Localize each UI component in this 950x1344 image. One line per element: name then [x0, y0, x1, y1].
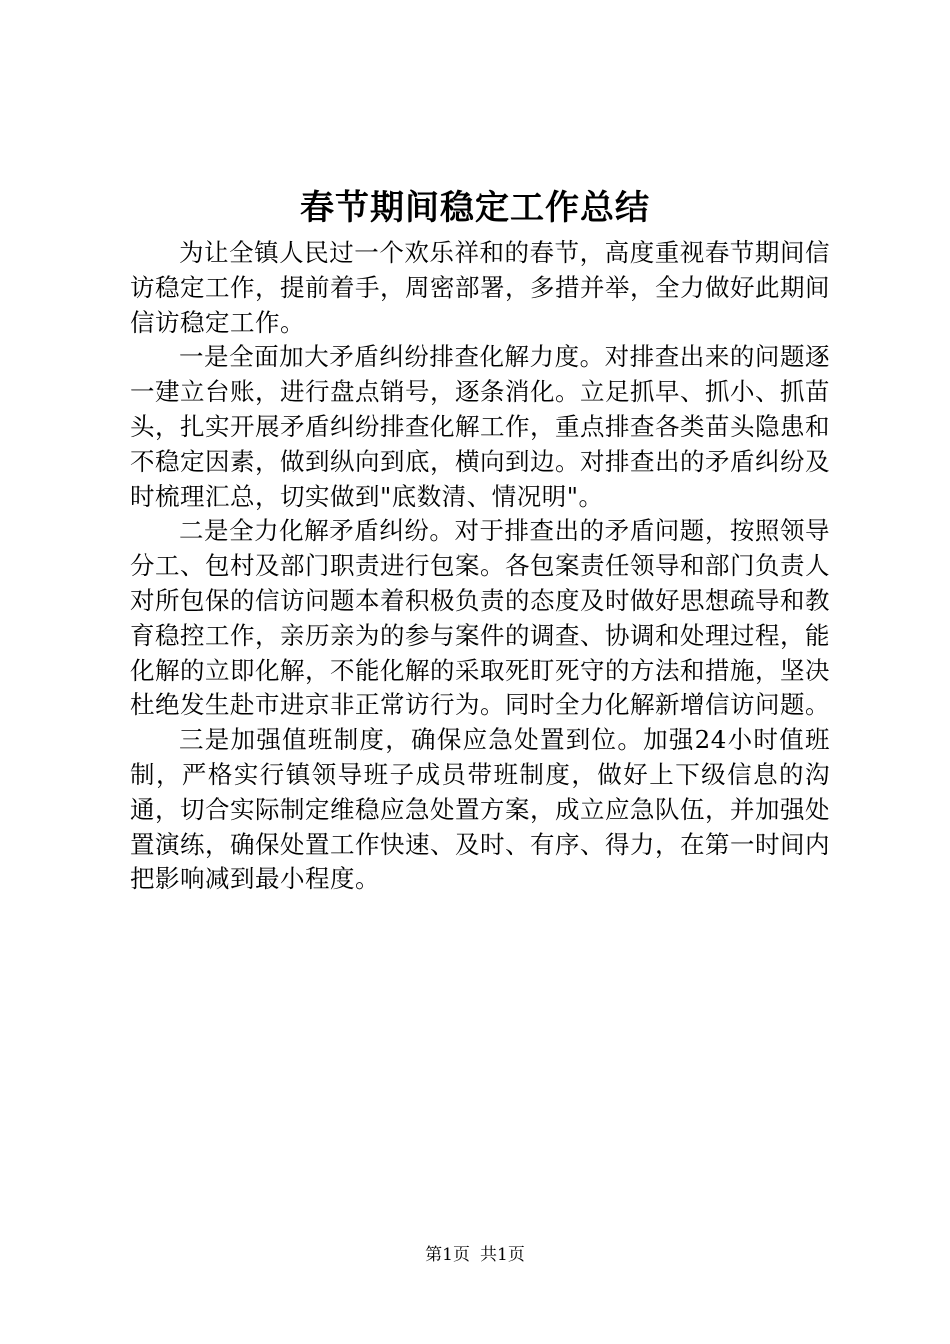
- document-body: [130, 236, 830, 897]
- paragraph-point-three: 三是加强值班制度，确保应急处置到位。加强24小时值班制，严格实行镇领导班子成员带班制度，做好上下级信息的沟通，切合实际制定维稳应急处置方案，成立应急队伍，并加强处置演练，确保处置工作快速、及时、有序、得力，在第一时间内把影响减到最小程度。: [130, 725, 830, 894]
- page-footer: [0, 1243, 950, 1267]
- paragraph-intro: 为让全镇人民过一个欢乐祥和的春节，高度重视春节期间信访稳定工作，提前着手，周密部署，多措并举，全力做好此期间信访稳定工作。: [130, 238, 830, 337]
- paragraph-point-two: 二是全力化解矛盾纠纷。对于排查出的矛盾问题，按照领导分工、包村及部门职责进行包案。各包案责任领导和部门负责人对所包保的信访问题本着积极负责的态度及时做好思想疏导和教育稳控工作，亲历亲为的参与案件的调查、协调和处理过程，能化解的立即化解，不能化解的采取死盯死守的方法和措施，坚决杜绝发生赴市进京非正常访行为。同时全力化解新增信访问题。: [130, 516, 830, 720]
- document-title: 春节期间稳定工作总结: [300, 188, 650, 228]
- page-total: 共1页: [480, 1245, 525, 1265]
- page-number: 第1页: [425, 1245, 470, 1265]
- paragraph-point-one: 一是全面加大矛盾纠纷排查化解力度。对排查出来的问题逐一建立台账，进行盘点销号，逐条消化。立足抓早、抓小、抓苗头，扎实开展矛盾纠纷排查化解工作，重点排查各类苗头隐患和不稳定因素，做到纵向到底，横向到边。对排查出的矛盾纠纷及时梳理汇总，切实做到"底数清、情况明"。: [130, 342, 830, 511]
